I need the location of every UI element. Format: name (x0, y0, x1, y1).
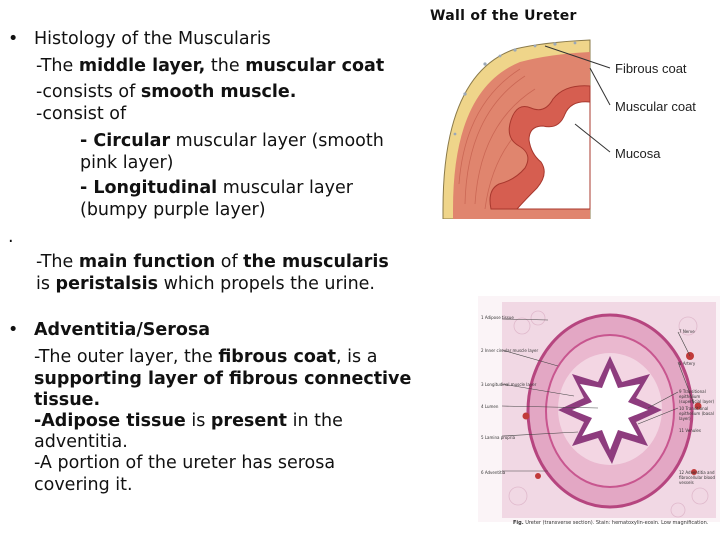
text-line: -The middle layer, the muscular coat (36, 56, 385, 76)
micrograph-label: 3 Longitudinal muscle layer (481, 382, 537, 387)
figure-title: Wall of the Ureter (430, 8, 577, 24)
adventitia-heading: Adventitia/Serosa (34, 320, 211, 340)
micrograph-label: 4 Lumen (481, 404, 499, 409)
text-line: adventitia. (34, 432, 128, 452)
text-line: pink layer) (80, 153, 174, 173)
micrograph-label: 9 Transitional epithelium (superficial layer) (679, 389, 715, 404)
text-line: -Adipose tissue is present in the (34, 411, 343, 431)
text-line: -The main function of the muscularis (36, 252, 389, 272)
bullet-1: • (8, 29, 19, 49)
label-mucosa: Mucosa (615, 146, 661, 161)
micrograph-label: 11 Venules (679, 428, 701, 433)
micrograph-label: 10 Transitional epithelium (basal layer) (679, 406, 714, 421)
micrograph-label: 7 Nerve (679, 329, 695, 334)
micrograph-label: 1 Adipose tissue (481, 315, 514, 320)
text-line: -consist of (36, 104, 127, 124)
bullet-dot: . (8, 227, 14, 247)
text-line: is peristalsis which propels the urine. (36, 274, 375, 294)
micrograph-label: 5 Lamina propria (481, 435, 516, 440)
bullet-2: • (8, 320, 19, 340)
muscularis-heading: Histology of the Muscularis (34, 29, 271, 49)
label-muscular-coat: Muscular coat (615, 99, 696, 114)
micrograph-label: 12 Adventitia and fibrocellular blood vessels (679, 470, 716, 485)
text-line: covering it. (34, 475, 133, 495)
micrograph-label: 6 Adventitia (481, 470, 506, 475)
text-line: -A portion of the ureter has serosa (34, 453, 336, 473)
text-line: supporting layer of fibrous connective (34, 369, 412, 389)
text-line: - Circular muscular layer (smooth (80, 131, 384, 151)
micrograph-caption: Fig. Ureter (transverse section). Stain: hematoxylin-eosin. Low magnification. (513, 520, 709, 526)
text-line: (bumpy purple layer) (80, 200, 266, 220)
text-line: tissue. (34, 390, 101, 410)
label-fibrous-coat: Fibrous coat (615, 61, 687, 76)
text-line: -The outer layer, the fibrous coat, is a (34, 347, 378, 367)
micrograph-label: 2 Inner circular muscle layer (481, 348, 539, 353)
micrograph-label: 8 Artery (679, 361, 696, 366)
text-line: - Longitudinal muscular layer (80, 178, 353, 198)
text-line: -consists of smooth muscle. (36, 82, 297, 102)
